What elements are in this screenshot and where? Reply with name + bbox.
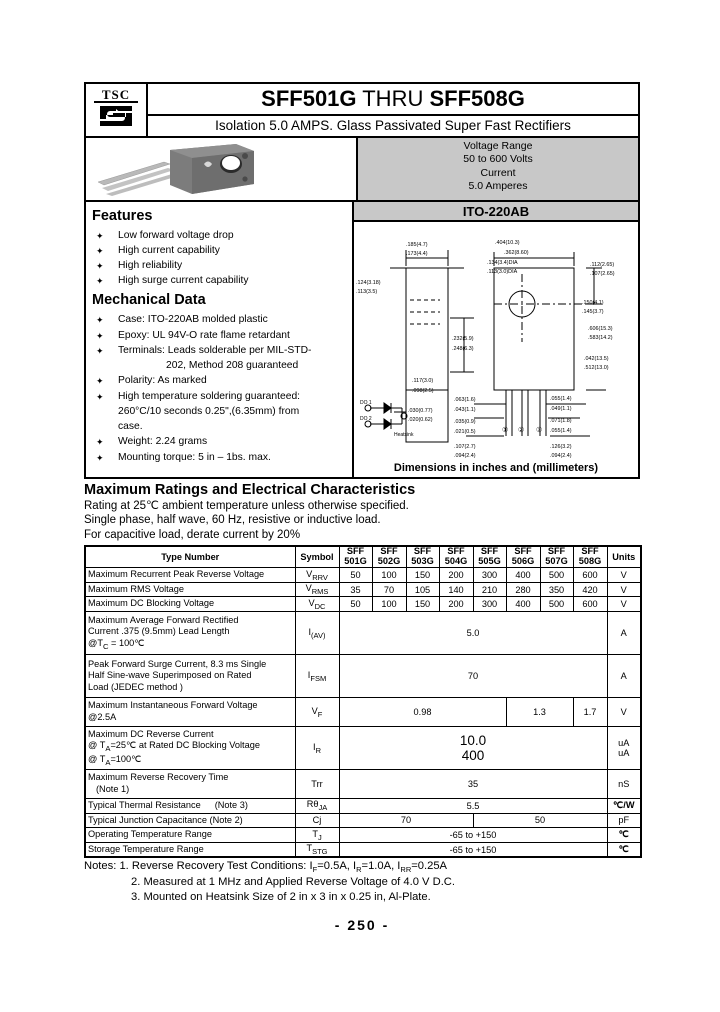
row-symbol: Trr: [295, 769, 339, 798]
col-header-units: Units: [607, 546, 641, 567]
note-1: Notes: 1. Reverse Recovery Test Conditions: $I_F=0.5A$, $I_R=1.0A$, $I_{RR}=0.25A$: [84, 860, 448, 875]
list-item: [92, 273, 346, 288]
page-header: [84, 82, 640, 136]
dim-text: .035(0.9): [454, 418, 476, 425]
ratings-note-2: Single phase, half wave, 60 Hz, resistive or inductive load.: [84, 514, 381, 527]
current-value: 5.0 Amperes: [468, 180, 528, 193]
row-value: 70: [372, 582, 406, 597]
list-item: [92, 243, 346, 258]
table-row: [85, 568, 641, 583]
row-unit-group: [607, 726, 641, 769]
table-row: [85, 611, 641, 654]
mech-text-cont2: 260°C/10 seconds 0.25",(6.35mm) from: [118, 405, 300, 417]
dim-text: .094(2.4): [550, 452, 572, 459]
dim-text: .071(1.8): [550, 417, 572, 424]
col-header-part: SFF 504G: [439, 546, 473, 567]
schematic-label: DO 1: [360, 399, 372, 406]
row-symbol: $T_{STG}$: [295, 842, 339, 857]
table-row: [85, 769, 641, 798]
left-column: [86, 202, 354, 477]
footnotes: [84, 859, 640, 904]
row-value: 1.3: [506, 697, 573, 726]
row-value: 500: [540, 597, 573, 612]
page-number: - 250 -: [334, 917, 390, 934]
row-value: 50: [339, 597, 372, 612]
voltage-range-box: [358, 138, 638, 200]
table-header-row: [85, 546, 641, 567]
row-label: Maximum DC Reverse Current @ $T_A=25℃$ at Rated DC Blocking Voltage @ $T_A=100℃$: [85, 726, 295, 769]
dim-text: .021(0.5): [454, 428, 476, 435]
row-unit: V: [607, 568, 641, 583]
diamond-bullet-icon: ✦: [96, 230, 104, 241]
row-unit: pF: [607, 813, 641, 828]
dim-text: .117(3.0): [412, 377, 434, 384]
table-row: [85, 842, 641, 857]
dim-text: .185(4.7): [406, 241, 428, 248]
row-unit: V: [607, 697, 641, 726]
diamond-bullet-icon: ✦: [96, 245, 104, 256]
row-unit: ℃: [607, 842, 641, 857]
dim-text: .134(3.4)DIA: [487, 259, 518, 266]
dim-text: .055(1.4): [550, 395, 572, 402]
voltage-range-value: 50 to 600 Volts: [463, 153, 533, 166]
row-value: 50: [339, 568, 372, 583]
row-value: 70: [339, 654, 607, 697]
title-part2: SFF508G: [429, 86, 525, 111]
list-item: [92, 450, 346, 465]
row-value: 600: [573, 568, 607, 583]
row-label: Maximum Reverse Recovery Time (Note 1): [85, 769, 295, 798]
list-item: [92, 389, 346, 435]
row-symbol: $I_R$: [295, 726, 339, 769]
row-value: -65 to +150: [339, 828, 607, 843]
product-summary-row: [84, 136, 640, 200]
list-item: [92, 343, 346, 373]
row-label: Maximum RMS Voltage: [85, 582, 295, 597]
features-heading: Features: [92, 207, 153, 224]
row-value: 100: [372, 597, 406, 612]
row-value: 10.0: [459, 732, 487, 748]
row-value: 200: [439, 568, 473, 583]
table-row: [85, 828, 641, 843]
pin-3-label: ③: [536, 426, 543, 434]
col-header-part: SFF 501G: [339, 546, 372, 567]
row-value: 1.7: [573, 697, 607, 726]
page-subtitle: Isolation 5.0 AMPS. Glass Passivated Super Fast Rectifiers: [148, 114, 638, 135]
dim-text: .042(13.5): [584, 355, 609, 362]
dim-text: .232(5.9): [452, 335, 474, 342]
package-dimension-drawing: [354, 222, 638, 460]
list-item: [92, 258, 346, 273]
tsc-stylized-mark-icon: [94, 104, 138, 131]
dim-text: .248(6.3): [452, 345, 474, 352]
row-unit: nS: [607, 769, 641, 798]
row-label: Maximum Recurrent Peak Reverse Voltage: [85, 568, 295, 583]
logo-text: TSC: [94, 88, 138, 103]
dim-text: .150(4.1): [582, 299, 604, 306]
row-value: 500: [540, 568, 573, 583]
row-value: 600: [573, 597, 607, 612]
mech-text: Mounting torque: 5 in – 1bs. max.: [118, 451, 271, 463]
dim-text: .107(2.7): [454, 443, 476, 450]
table-row: [85, 597, 641, 612]
row-label: Maximum Average Forward Rectified Current .375 (9.5mm) Lead Length $@T_C$ = 100℃: [85, 611, 295, 654]
col-header-type: Type Number: [85, 546, 295, 567]
mech-text: Terminals: Leads solderable per MIL-STD-: [118, 344, 312, 356]
diamond-bullet-icon: ✦: [96, 391, 104, 402]
feature-text: High reliability: [118, 259, 183, 271]
features-and-drawing: [84, 200, 640, 479]
row-unit: A: [607, 654, 641, 697]
schematic-label: Heatsink: [394, 431, 414, 438]
row-value: 350: [540, 582, 573, 597]
row-value: 35: [339, 582, 372, 597]
diamond-bullet-icon: ✦: [96, 260, 104, 271]
diamond-bullet-icon: ✦: [96, 330, 104, 341]
product-photo: [86, 138, 358, 200]
dim-text: .043(1.1): [454, 406, 476, 413]
row-value: 400: [506, 597, 540, 612]
row-label: Maximum DC Blocking Voltage: [85, 597, 295, 612]
diamond-bullet-icon: ✦: [96, 315, 104, 326]
row-symbol: $R\theta_{JA}$: [295, 798, 339, 813]
col-header-part: SFF 506G: [506, 546, 540, 567]
dim-text: .113(3.0)DIA: [487, 268, 518, 275]
dim-text: .583(14.2): [588, 334, 613, 341]
table-row: [85, 582, 641, 597]
row-value: 200: [439, 597, 473, 612]
table-row: [85, 813, 641, 828]
dimensions-caption: Dimensions in inches and (millimeters): [393, 461, 599, 474]
ratings-note-3: For capacitive load, derate current by 20%: [84, 529, 301, 542]
list-item: [92, 228, 346, 243]
voltage-range-label: Voltage Range: [463, 139, 533, 152]
row-value: 105: [406, 582, 439, 597]
current-label: Current: [480, 166, 516, 179]
row-unit: V: [607, 582, 641, 597]
row-value: -65 to +150: [339, 842, 607, 857]
dim-text: .606(15.3): [588, 325, 613, 332]
dim-text: .145(3.7): [582, 308, 604, 315]
row-symbol: $I_{FSM}$: [295, 654, 339, 697]
dim-text: .113(3.5): [356, 288, 378, 295]
feature-text: High current capability: [118, 244, 220, 256]
diamond-bullet-icon: ✦: [96, 376, 104, 387]
row-value: 5.5: [339, 798, 607, 813]
mech-text-cont3: case.: [118, 421, 143, 433]
dim-text: .362(8.60): [504, 249, 529, 256]
mechanical-list: [92, 312, 346, 464]
col-header-part: SFF 503G: [406, 546, 439, 567]
row-value: 150: [406, 597, 439, 612]
row-value: 400: [461, 747, 485, 763]
package-name: ITO-220AB: [354, 202, 638, 222]
dim-text: .094(2.4): [454, 452, 476, 459]
row-label: Storage Temperature Range: [85, 842, 295, 857]
row-value: 420: [573, 582, 607, 597]
ratings-section: [84, 482, 640, 544]
row-value: 70: [339, 813, 473, 828]
dim-text: .126(3.2): [550, 443, 572, 450]
dim-text: .098(2.5): [412, 387, 434, 394]
row-value: 0.98: [339, 697, 506, 726]
row-value: 35: [339, 769, 607, 798]
table-row: [85, 798, 641, 813]
row-value: 100: [372, 568, 406, 583]
row-unit: A: [607, 611, 641, 654]
mech-text: Polarity: As marked: [118, 375, 207, 387]
row-value: 300: [473, 597, 506, 612]
mech-text: Epoxy: UL 94V-O rate flame retardant: [118, 329, 290, 341]
col-header-part: SFF 505G: [473, 546, 506, 567]
specifications-table: [84, 545, 642, 858]
dim-text: .020(0.62): [408, 416, 433, 423]
diamond-bullet-icon: ✦: [96, 452, 104, 463]
dim-text: .404(10.3): [495, 239, 520, 246]
row-value: 50: [473, 813, 607, 828]
page-title: [148, 87, 638, 112]
row-symbol: $V_{RMS}$: [295, 582, 339, 597]
dim-text: .512(13.0): [584, 364, 609, 371]
feature-text: High surge current capability: [118, 275, 249, 287]
row-symbol: $V_{RRV}$: [295, 568, 339, 583]
table-row: [85, 697, 641, 726]
dim-text: .124(3.18): [356, 279, 381, 286]
note-2: 2. Measured at 1 MHz and Applied Reverse Voltage of 4.0 V D.C.: [131, 876, 455, 889]
row-unit: V: [607, 597, 641, 612]
diamond-bullet-icon: ✦: [96, 437, 104, 448]
list-item: [92, 373, 346, 388]
row-value: 150: [406, 568, 439, 583]
schematic-label: DO 2: [360, 415, 372, 422]
pin-1-label: ①: [502, 426, 509, 434]
row-unit: uA: [618, 737, 630, 748]
row-label: Typical Junction Capacitance (Note 2): [85, 813, 295, 828]
row-symbol: Cj: [295, 813, 339, 828]
tsc-logo: [94, 88, 138, 131]
dim-text: .112(2.65): [590, 261, 615, 268]
diamond-bullet-icon: ✦: [96, 345, 104, 356]
list-item: [92, 312, 346, 327]
datasheet-page: [84, 82, 640, 934]
table-row: [85, 654, 641, 697]
col-header-part: SFF 502G: [372, 546, 406, 567]
row-unit: ℃: [607, 828, 641, 843]
dim-text: .030(0.77): [408, 407, 433, 414]
row-value: 5.0: [339, 611, 607, 654]
col-header-part: SFF 507G: [540, 546, 573, 567]
diamond-bullet-icon: ✦: [96, 276, 104, 287]
row-value: 300: [473, 568, 506, 583]
ratings-note-1: Rating at 25℃ ambient temperature unless otherwise specified.: [84, 499, 409, 512]
dim-text: .063(1.6): [454, 396, 476, 403]
row-label: Peak Forward Surge Current, 8.3 ms Single Half Sine-wave Superimposed on Rated Load (JEDEC method ): [85, 654, 295, 697]
right-column: [354, 202, 638, 477]
dim-text: .049(1.1): [550, 405, 572, 412]
list-item: [92, 434, 346, 449]
row-unit: ℃/W: [607, 798, 641, 813]
mech-text-cont: 202, Method 208 guaranteed: [166, 360, 299, 372]
row-value: 280: [506, 582, 540, 597]
col-header-symbol: Symbol: [295, 546, 339, 567]
feature-text: Low forward voltage drop: [118, 229, 234, 241]
row-label: Operating Temperature Range: [85, 828, 295, 843]
row-unit: uA: [618, 747, 630, 758]
table-row: [85, 726, 641, 769]
note-3: 3. Mounted on Heatsink Size of 2 in x 3 in x 0.25 in, Al-Plate.: [131, 890, 431, 903]
logo-cell: [86, 84, 148, 136]
row-symbol: $I_{(AV)}$: [295, 611, 339, 654]
col-header-part: SFF 508G: [573, 546, 607, 567]
pin-2-label: ②: [518, 426, 525, 434]
list-item: [92, 328, 346, 343]
dim-text: .173(4.4): [406, 250, 428, 257]
dim-text: .107(2.65): [590, 270, 615, 277]
row-value: 140: [439, 582, 473, 597]
title-thru: THRU: [356, 86, 430, 111]
mech-text: Case: ITO-220AB molded plastic: [118, 314, 268, 326]
row-label: Maximum Instantaneous Forward Voltage @2.5A: [85, 697, 295, 726]
row-symbol: $V_F$: [295, 697, 339, 726]
features-list: [92, 228, 346, 289]
row-value: 210: [473, 582, 506, 597]
title-cell: [148, 84, 638, 136]
row-symbol: $T_J$: [295, 828, 339, 843]
mech-text: Weight: 2.24 grams: [118, 436, 208, 448]
mechanical-heading: Mechanical Data: [92, 292, 206, 309]
mech-text: High temperature soldering guaranteed:: [118, 390, 301, 402]
row-symbol: $V_{DC}$: [295, 597, 339, 612]
row-value: 400: [506, 568, 540, 583]
row-label: Typical Thermal Resistance (Note 3): [85, 798, 295, 813]
ratings-heading: Maximum Ratings and Electrical Characteristics: [84, 481, 416, 498]
row-value-group: [339, 726, 607, 769]
title-part1: SFF501G: [261, 86, 357, 111]
dim-text: .055(1.4): [550, 427, 572, 434]
